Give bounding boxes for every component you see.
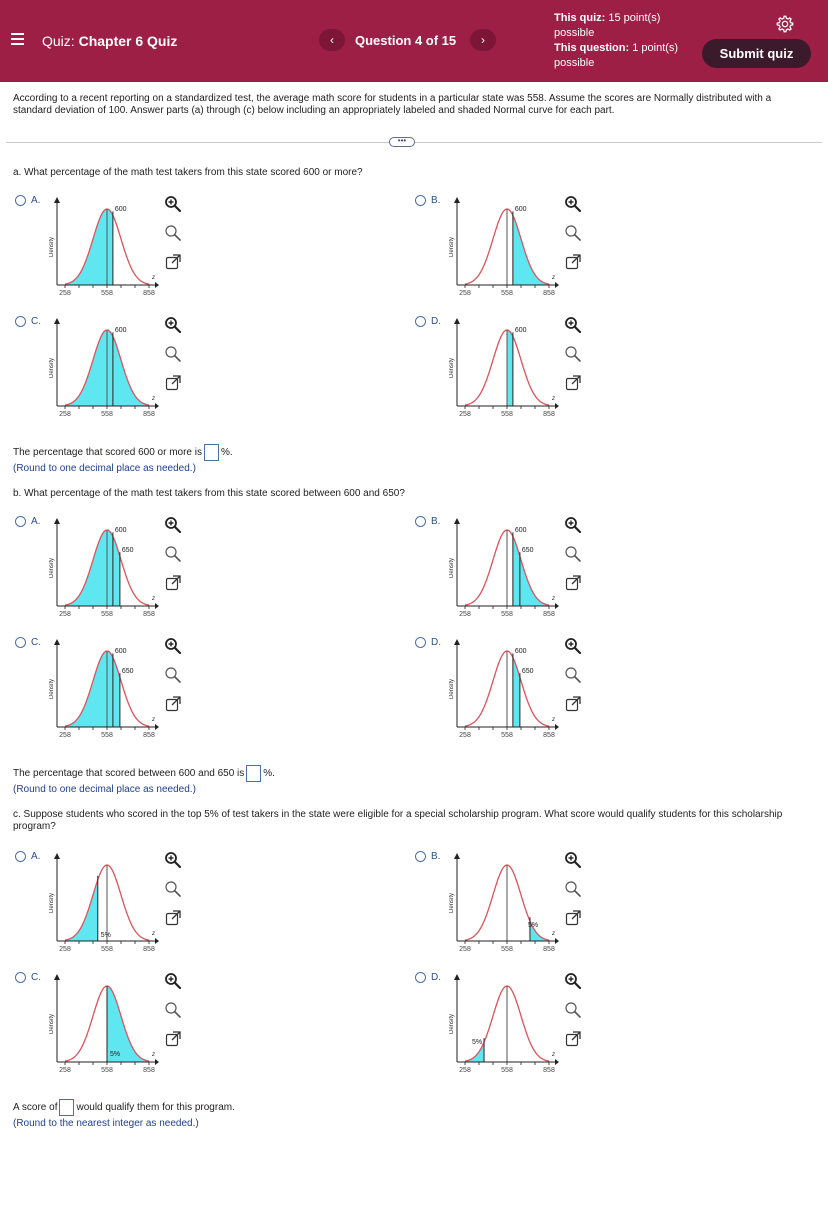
zoom-in-icon[interactable] <box>563 195 583 213</box>
hamburger-menu-icon[interactable] <box>11 33 24 45</box>
part-c-question: c. Suppose students who scored in the top 5% of test takers in the state were eligible for a special scholarship program. What score would qualify students for this scholarship program? <box>13 809 783 832</box>
part-c-answer-prefix: A score of <box>13 1102 58 1114</box>
quiz-title <box>42 33 177 49</box>
tick-label: 858 <box>543 946 555 953</box>
x-axis-arrow <box>555 724 559 730</box>
tick-label: 258 <box>59 946 71 953</box>
quiz-header <box>0 0 828 82</box>
part-c-answer-line <box>13 1099 235 1116</box>
open-external-icon[interactable] <box>563 253 583 271</box>
z-axis-label: z <box>152 396 155 402</box>
problem-statement: According to a recent reporting on a standardized test, the average math score for students in a particular state was 558. Assume the scores are Normally distributed with a standard deviation of 100. Answer parts (a) through (c) below including an appropriately labeled and shaded Normal curve for each part. <box>13 93 772 116</box>
gear-icon[interactable] <box>776 15 794 33</box>
open-external-icon[interactable] <box>563 1030 583 1048</box>
chart-annotation: 600 <box>114 648 127 655</box>
radio-button[interactable] <box>15 851 26 862</box>
tick-label: 858 <box>543 732 555 739</box>
tick-label: 858 <box>143 411 155 418</box>
x-axis-arrow <box>555 603 559 609</box>
z-axis-label: z <box>552 717 555 723</box>
open-external-icon[interactable] <box>563 909 583 927</box>
zoom-out-icon[interactable] <box>563 1001 583 1019</box>
tick-label: 558 <box>101 946 113 953</box>
chart-annotation: 600 <box>514 327 527 334</box>
zoom-out-icon[interactable] <box>163 224 183 242</box>
normal-curve-chart <box>449 851 559 959</box>
tick-label: 858 <box>543 1067 555 1074</box>
y-axis-label: Density <box>49 557 55 579</box>
radio-button[interactable] <box>15 316 26 327</box>
tick-label: 858 <box>143 732 155 739</box>
zoom-in-icon[interactable] <box>563 851 583 869</box>
z-axis-label: z <box>552 931 555 937</box>
part-b-answer-prefix: The percentage that scored between 600 and 650 is <box>13 768 245 780</box>
normal-curve-chart <box>449 972 559 1080</box>
part-c-answer-input[interactable] <box>59 1099 74 1116</box>
tick-label: 258 <box>459 1067 471 1074</box>
quiz-name: Chapter 6 Quiz <box>78 33 178 49</box>
tick-label: 258 <box>459 611 471 618</box>
option-label: A. <box>31 851 41 862</box>
option-label: C. <box>31 316 41 327</box>
radio-button[interactable] <box>15 516 26 527</box>
y-axis-label: Density <box>449 357 455 379</box>
zoom-out-icon[interactable] <box>563 880 583 898</box>
tick-label: 258 <box>459 290 471 297</box>
x-axis-arrow <box>555 282 559 288</box>
chart-annotation: 5% <box>472 1039 483 1046</box>
y-axis-label: Density <box>49 892 55 914</box>
open-external-icon[interactable] <box>163 695 183 713</box>
tick-label: 558 <box>501 732 513 739</box>
option-label: A. <box>31 195 41 206</box>
zoom-out-icon[interactable] <box>163 666 183 684</box>
this-quiz-value: 15 point(s) possible <box>554 12 661 39</box>
tick-label: 858 <box>543 411 555 418</box>
chart-annotation: 650 <box>121 547 134 554</box>
tick-label: 558 <box>101 1067 113 1074</box>
y-axis-label: Density <box>449 678 455 700</box>
z-axis-label: z <box>552 1052 555 1058</box>
zoom-in-icon[interactable] <box>563 516 583 534</box>
question-counter: Question 4 of 15 <box>355 33 457 48</box>
divider-expand-handle[interactable]: ••• <box>389 137 415 147</box>
y-axis-arrow <box>454 318 460 324</box>
x-axis-arrow <box>555 938 559 944</box>
normal-curve-chart <box>49 195 159 303</box>
z-axis-label: z <box>152 931 155 937</box>
y-axis-arrow <box>54 318 60 324</box>
open-external-icon[interactable] <box>563 374 583 392</box>
y-axis-arrow <box>54 853 60 859</box>
normal-curve-chart <box>49 637 159 745</box>
tick-label: 858 <box>143 946 155 953</box>
z-axis-label: z <box>552 275 555 281</box>
tick-label: 558 <box>501 1067 513 1074</box>
y-axis-arrow <box>454 197 460 203</box>
chart-annotation: 650 <box>521 668 534 675</box>
normal-curve-chart <box>449 516 559 624</box>
radio-button[interactable] <box>415 637 426 648</box>
open-external-icon[interactable] <box>163 374 183 392</box>
open-external-icon[interactable] <box>163 909 183 927</box>
part-b-answer-suffix: %. <box>263 768 275 780</box>
y-axis-arrow <box>54 639 60 645</box>
radio-button[interactable] <box>415 851 426 862</box>
shaded-area <box>507 330 513 406</box>
open-external-icon[interactable] <box>163 574 183 592</box>
tick-label: 858 <box>143 290 155 297</box>
tick-label: 858 <box>543 290 555 297</box>
chart-annotation: 650 <box>121 668 134 675</box>
tick-label: 558 <box>501 946 513 953</box>
y-axis-label: Density <box>449 1013 455 1035</box>
open-external-icon[interactable] <box>163 253 183 271</box>
shaded-area <box>65 651 120 727</box>
part-b-question: b. What percentage of the math test takers from this state scored between 600 and 650? <box>13 488 405 499</box>
points-info <box>554 11 689 71</box>
z-axis-label: z <box>152 1052 155 1058</box>
x-axis-arrow <box>155 938 159 944</box>
chart-annotation: 650 <box>521 547 534 554</box>
zoom-out-icon[interactable] <box>563 545 583 563</box>
radio-button[interactable] <box>15 195 26 206</box>
part-a-answer-input[interactable] <box>204 444 219 461</box>
y-axis-arrow <box>454 639 460 645</box>
shaded-area <box>65 530 120 606</box>
radio-button[interactable] <box>415 516 426 527</box>
zoom-out-icon[interactable] <box>163 1001 183 1019</box>
x-axis-arrow <box>555 403 559 409</box>
shaded-area <box>65 880 98 941</box>
zoom-in-icon[interactable] <box>163 637 183 655</box>
y-axis-arrow <box>54 974 60 980</box>
normal-curve-chart <box>49 851 159 959</box>
part-a-hint: (Round to one decimal place as needed.) <box>13 463 196 474</box>
normal-curve-chart <box>49 516 159 624</box>
y-axis-label: Density <box>49 678 55 700</box>
y-axis-arrow <box>54 518 60 524</box>
zoom-out-icon[interactable] <box>163 345 183 363</box>
y-axis-label: Density <box>449 236 455 258</box>
normal-curve-chart <box>449 316 559 424</box>
tick-label: 858 <box>543 611 555 618</box>
x-axis-arrow <box>555 1059 559 1065</box>
option-label: B. <box>431 851 441 862</box>
part-b-answer-input[interactable] <box>246 765 261 782</box>
zoom-out-icon[interactable] <box>563 666 583 684</box>
part-b-hint: (Round to one decimal place as needed.) <box>13 784 196 795</box>
x-axis-arrow <box>155 1059 159 1065</box>
zoom-in-icon[interactable] <box>163 516 183 534</box>
y-axis-label: Density <box>49 357 55 379</box>
tick-label: 258 <box>59 611 71 618</box>
y-axis-label: Density <box>449 557 455 579</box>
normal-curve-chart <box>449 195 559 303</box>
this-question-value: 1 point(s) possible <box>554 42 679 69</box>
y-axis-label: Density <box>49 1013 55 1035</box>
option-label: D. <box>431 316 441 327</box>
option-label: B. <box>431 516 441 527</box>
zoom-in-icon[interactable] <box>163 972 183 990</box>
open-external-icon[interactable] <box>563 574 583 592</box>
tick-label: 258 <box>59 290 71 297</box>
shaded-area <box>513 215 549 285</box>
tick-label: 258 <box>459 946 471 953</box>
y-axis-arrow <box>454 853 460 859</box>
zoom-in-icon[interactable] <box>563 316 583 334</box>
quiz-title-prefix: Quiz: <box>42 33 75 49</box>
tick-label: 258 <box>59 732 71 739</box>
part-a-question: a. What percentage of the math test takers from this state scored 600 or more? <box>13 167 363 178</box>
chart-annotation: 600 <box>114 206 127 213</box>
previous-question-button[interactable]: ‹ <box>319 29 345 51</box>
chart-annotation: 600 <box>514 648 527 655</box>
tick-label: 258 <box>59 411 71 418</box>
option-label: D. <box>431 637 441 648</box>
z-axis-label: z <box>552 396 555 402</box>
part-c-answer-suffix: would qualify them for this program. <box>76 1102 235 1114</box>
radio-button[interactable] <box>415 972 426 983</box>
tick-label: 258 <box>459 411 471 418</box>
normal-curve-chart <box>49 972 159 1080</box>
option-label: A. <box>31 516 41 527</box>
zoom-in-icon[interactable] <box>563 972 583 990</box>
z-axis-label: z <box>552 596 555 602</box>
zoom-in-icon[interactable] <box>563 637 583 655</box>
open-external-icon[interactable] <box>563 695 583 713</box>
tick-label: 558 <box>501 290 513 297</box>
chart-annotation: 600 <box>514 527 527 534</box>
tick-label: 558 <box>501 411 513 418</box>
open-external-icon[interactable] <box>163 1030 183 1048</box>
zoom-in-icon[interactable] <box>163 316 183 334</box>
radio-button[interactable] <box>415 195 426 206</box>
zoom-out-icon[interactable] <box>163 545 183 563</box>
tick-label: 558 <box>101 732 113 739</box>
x-axis-arrow <box>155 724 159 730</box>
part-a-answer-suffix: %. <box>221 447 233 459</box>
submit-quiz-button[interactable]: Submit quiz <box>702 39 811 68</box>
next-question-button[interactable]: › <box>470 29 496 51</box>
this-quiz-label: This quiz: <box>554 12 606 24</box>
x-axis-arrow <box>155 603 159 609</box>
normal-curve-chart <box>49 316 159 424</box>
option-label: B. <box>431 195 441 206</box>
part-b-answer-line <box>13 765 275 782</box>
chart-annotation: 600 <box>514 206 527 213</box>
z-axis-label: z <box>152 717 155 723</box>
tick-label: 258 <box>59 1067 71 1074</box>
y-axis-label: Density <box>449 892 455 914</box>
option-label: D. <box>431 972 441 983</box>
x-axis-arrow <box>155 403 159 409</box>
tick-label: 558 <box>101 290 113 297</box>
shaded-area <box>65 209 113 285</box>
z-axis-label: z <box>152 275 155 281</box>
part-c-hint: (Round to the nearest integer as needed.) <box>13 1118 199 1129</box>
option-label: C. <box>31 637 41 648</box>
part-a-answer-line <box>13 444 233 461</box>
radio-button[interactable] <box>15 972 26 983</box>
this-question-label: This question: <box>554 42 630 54</box>
chart-annotation: 5% <box>527 922 539 929</box>
zoom-in-icon[interactable] <box>163 195 183 213</box>
tick-label: 558 <box>501 611 513 618</box>
tick-label: 858 <box>143 611 155 618</box>
option-label: C. <box>31 972 41 983</box>
chart-annotation: 600 <box>114 327 127 334</box>
zoom-in-icon[interactable] <box>163 851 183 869</box>
tick-label: 558 <box>101 411 113 418</box>
normal-curve-chart <box>449 637 559 745</box>
y-axis-arrow <box>454 518 460 524</box>
zoom-out-icon[interactable] <box>563 224 583 242</box>
radio-button[interactable] <box>415 316 426 327</box>
tick-label: 558 <box>101 611 113 618</box>
chart-annotation: 5% <box>110 1051 121 1058</box>
zoom-out-icon[interactable] <box>563 345 583 363</box>
z-axis-label: z <box>152 596 155 602</box>
y-axis-arrow <box>454 974 460 980</box>
x-axis-arrow <box>155 282 159 288</box>
chart-annotation: 5% <box>100 932 111 939</box>
zoom-out-icon[interactable] <box>163 880 183 898</box>
tick-label: 258 <box>459 732 471 739</box>
tick-label: 858 <box>143 1067 155 1074</box>
radio-button[interactable] <box>15 637 26 648</box>
y-axis-label: Density <box>49 236 55 258</box>
part-a-answer-prefix: The percentage that scored 600 or more is <box>13 447 202 459</box>
y-axis-arrow <box>54 197 60 203</box>
chart-annotation: 600 <box>114 527 127 534</box>
